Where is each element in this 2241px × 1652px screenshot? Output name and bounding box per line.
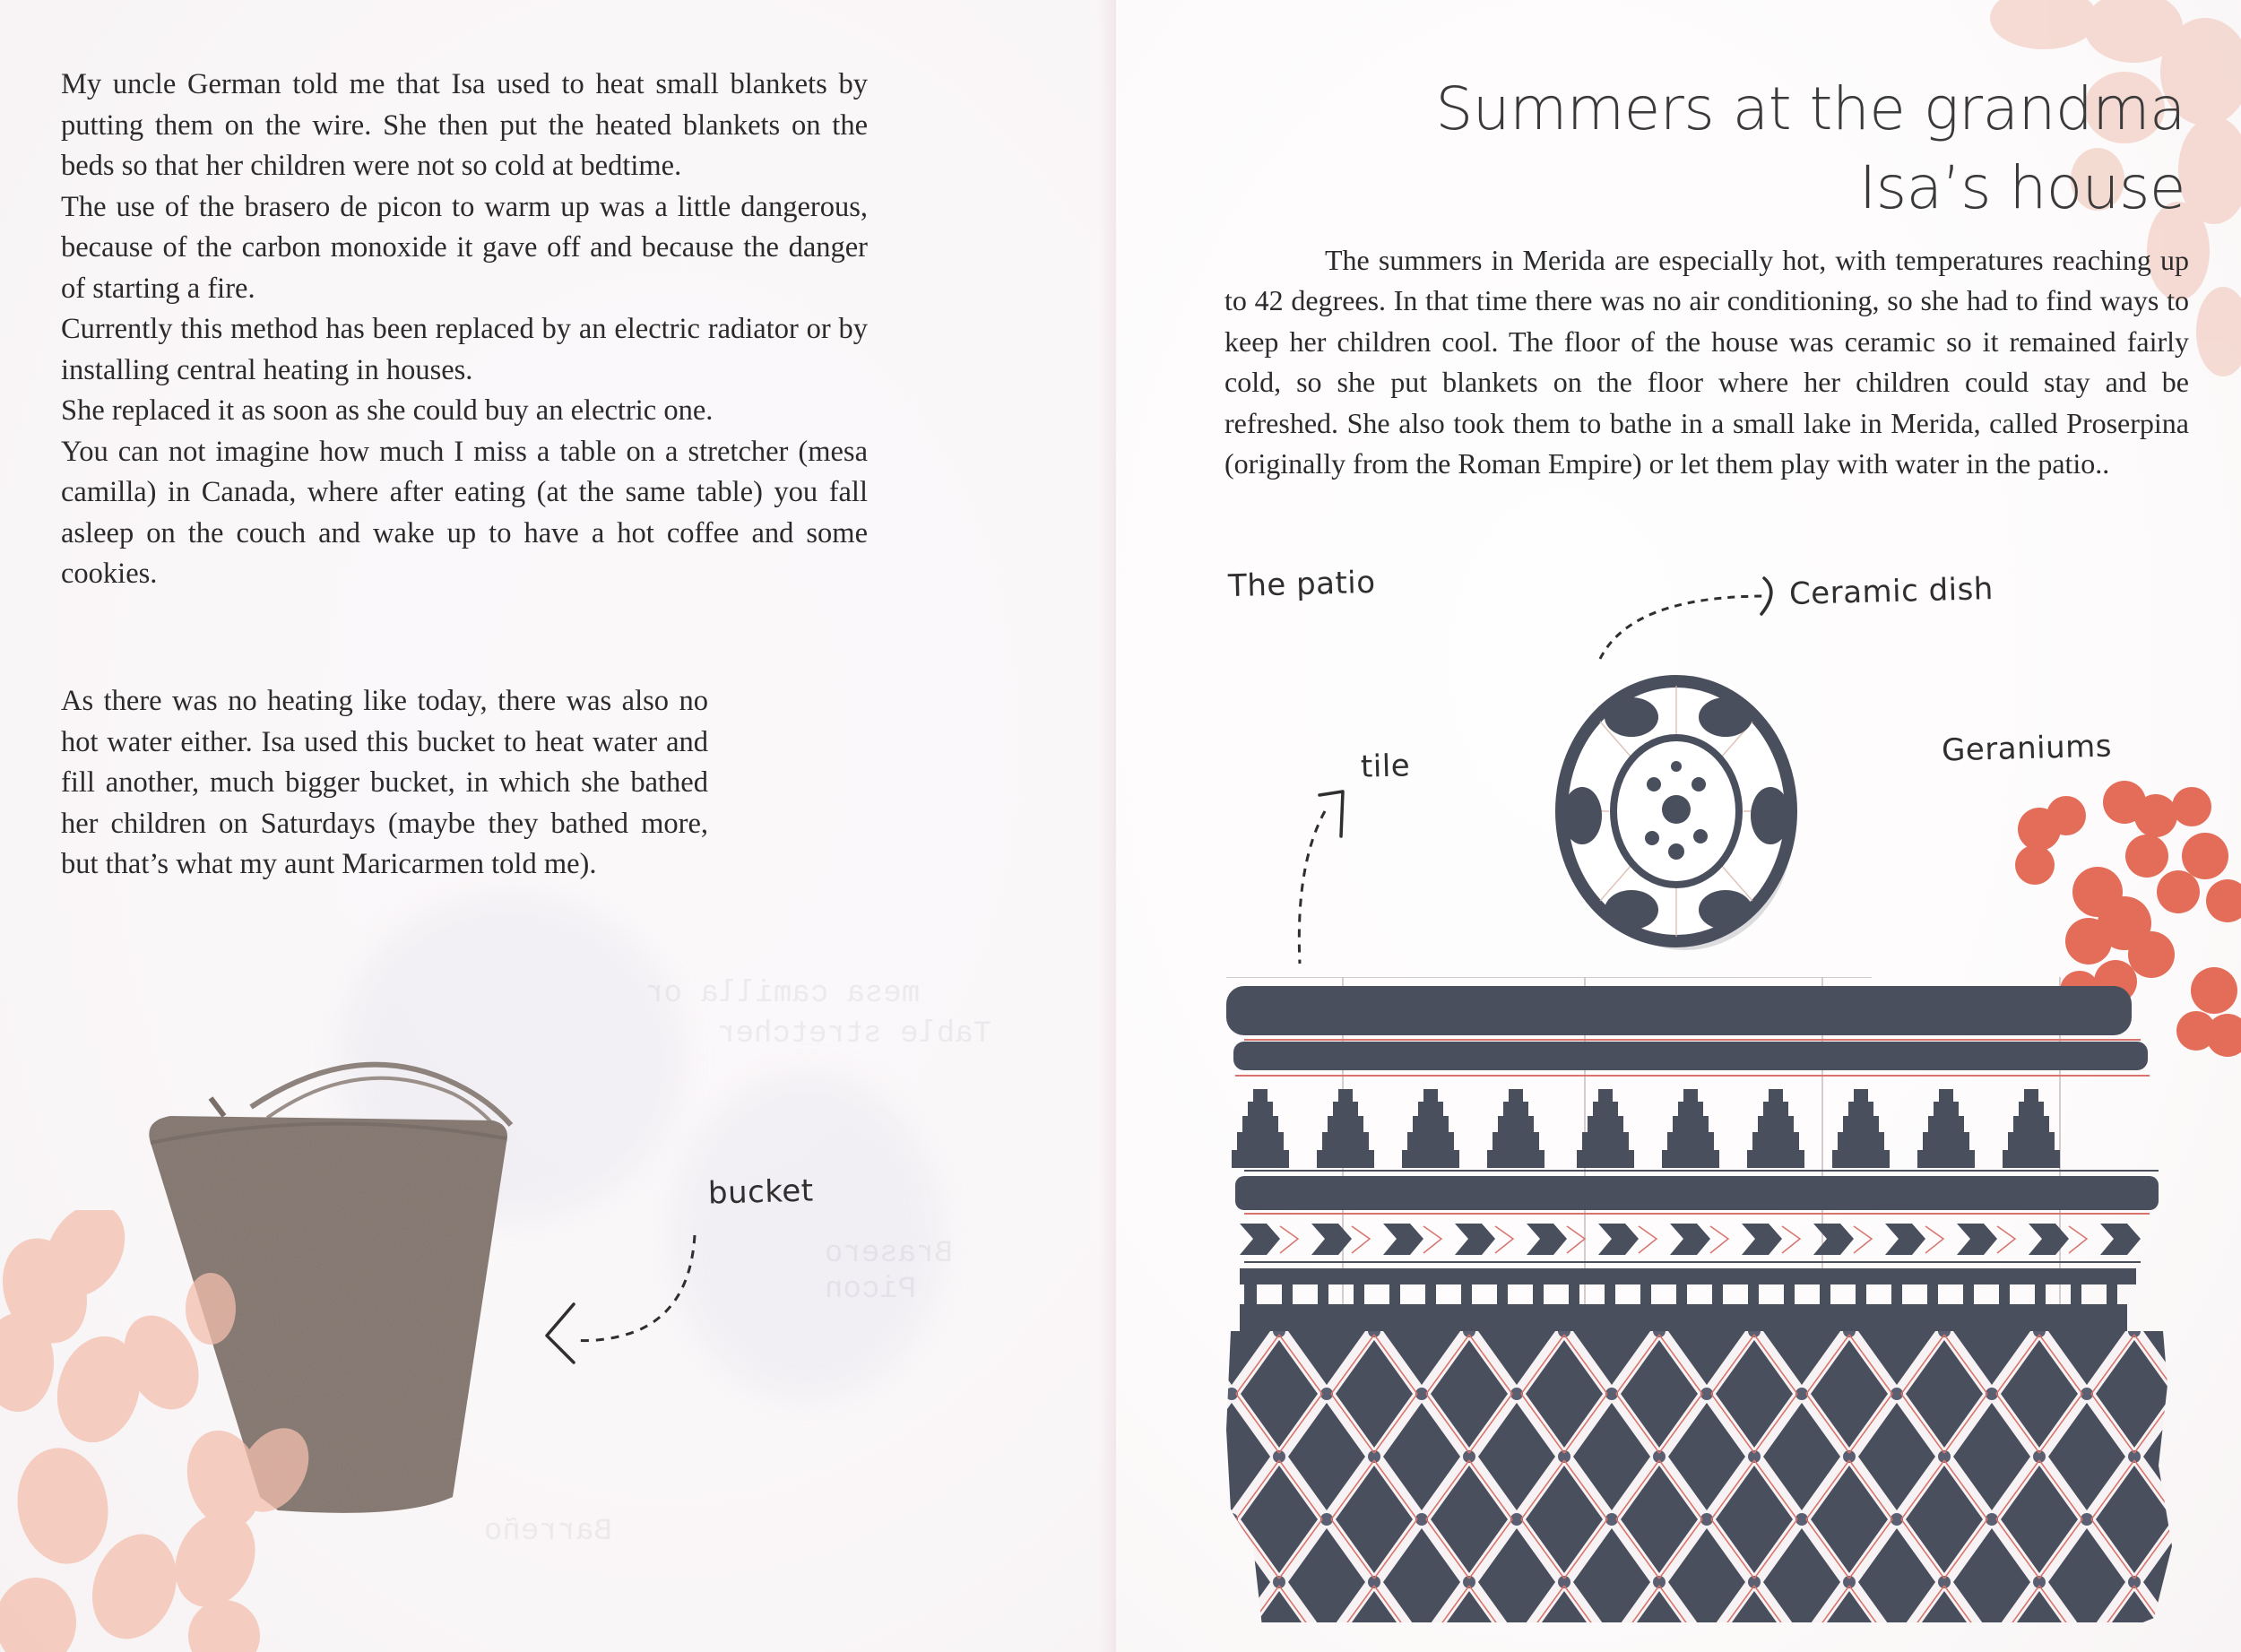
show-through-text: Table stretcher (717, 1017, 992, 1051)
body-text-heating (61, 65, 868, 595)
label-tile: tile (1360, 748, 1411, 785)
paragraph: As there was no heating like today, there was also no hot water either. Isa used this bucket to heat water and fill another, much bigger bucket, in which she bathed her children on Saturdays (maybe they bathed more, but that’s what my aunt Maricarmen told me). (61, 685, 708, 880)
tile-panel-illustration (1226, 977, 2185, 1622)
show-through-text: Picon (825, 1273, 917, 1307)
paragraph: She replaced it as soon as she could buy an electric one. (61, 394, 714, 427)
paragraph: You can not imagine how much I miss a table on a stretcher (mesa camilla) in Canada, where after eating (at the same table) you fall asleep on the couch and wake up to have a hot coffee and some cookies. (61, 435, 868, 590)
label-geraniums: Geraniums (1941, 728, 2113, 769)
show-through-text: Brasero (825, 1237, 953, 1271)
label-ceramic-dish: Ceramic dish (1788, 571, 1994, 612)
body-text-summers (1224, 240, 2189, 484)
decorative-flowers-icon (0, 1210, 376, 1652)
show-through-text: Barreño (484, 1515, 612, 1549)
ceramic-dish-illustration (1546, 668, 1815, 955)
show-through-text: mesa camilla or (645, 977, 921, 1011)
bucket-pointer-arrow (538, 1228, 717, 1380)
title-line: Isa’s house (1858, 153, 2185, 222)
ceramic-dish-pointer-arrow (1596, 574, 1793, 663)
page-title (1435, 70, 2185, 228)
title-line: Summers at the grandma (1435, 74, 2185, 143)
paragraph: My uncle German told me that Isa used to heat small blankets by putting them on the wire. She then put the heated blankets on the beds so that her children were not so cold at bedtime. (61, 68, 868, 182)
tile-pointer-arrow (1282, 784, 1354, 982)
paragraph: Currently this method has been replaced by an electric radiator or by installing central heating in houses. (61, 313, 868, 386)
body-text-hot-water (61, 681, 708, 886)
paragraph: The summers in Merida are especially hot, with temperatures reaching up to 42 degrees. In that time there was no air conditioning, so she had to find ways to keep her children cool. The floor of the house was ceramic so it remained fairly cold, so she put blankets on the floor where her children could stay and be refreshed. She also took them to bathe in a small lake in Merida, called Proserpina (originally from the Roman Empire) or let them play with water in the patio.. (1224, 244, 2189, 480)
label-patio: The patio (1227, 564, 1377, 605)
paragraph: The use of the brasero de picon to warm up was a little dangerous, because of the carbon monoxide it gave off and because the danger of starting a fire. (61, 190, 868, 305)
label-bucket: bucket (707, 1172, 815, 1212)
left-page (0, 0, 1116, 1652)
